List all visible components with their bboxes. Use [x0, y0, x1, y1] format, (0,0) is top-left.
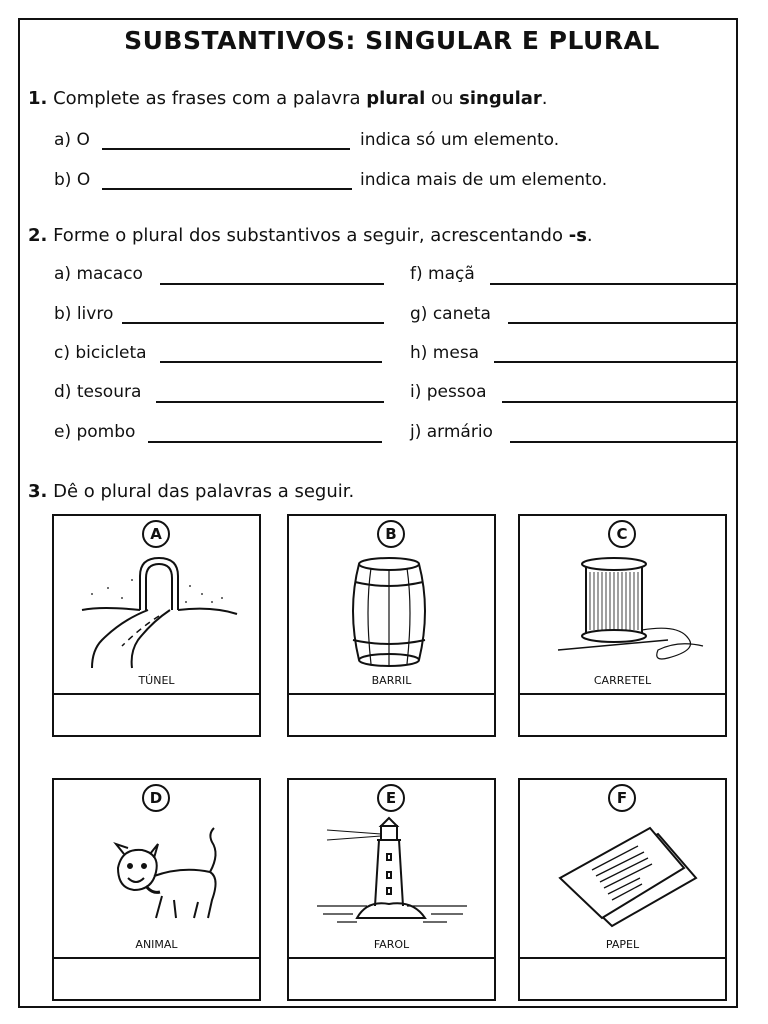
q2-answer-blank-e[interactable]: [148, 441, 382, 443]
card-answer-box[interactable]: [520, 693, 725, 735]
card-word: PAPEL: [605, 938, 640, 951]
q2-word-c: c) bicicleta: [54, 343, 147, 363]
question-number: 1.: [28, 88, 48, 109]
spool-icon: [528, 550, 717, 670]
q2-answer-blank-b[interactable]: [122, 322, 384, 324]
q2-word-f: f) maçã: [410, 264, 475, 284]
card-word: ANIMAL: [135, 938, 178, 951]
question-3: [28, 481, 354, 502]
card-letter-badge: A: [142, 520, 170, 548]
q2-answer-blank-j[interactable]: [510, 441, 736, 443]
q2-word-g: g) caneta: [410, 304, 491, 324]
card-letter-badge: B: [377, 520, 405, 548]
q2-answer-blank-c[interactable]: [160, 361, 382, 363]
question-number: 3.: [28, 481, 48, 502]
keyword-suffix-s: -s: [568, 225, 587, 246]
question-1: [28, 88, 548, 109]
dog-icon: [62, 814, 251, 934]
q2-answer-blank-f[interactable]: [490, 283, 736, 285]
q1-item-b-suffix: indica mais de um elemento.: [360, 170, 608, 190]
card-answer-box[interactable]: [520, 957, 725, 999]
tunnel-icon: [62, 550, 251, 670]
card-answer-box[interactable]: [54, 693, 259, 735]
paper-icon: [528, 814, 717, 934]
question-text: Complete as frases com a palavra: [47, 88, 367, 109]
question-2: [28, 225, 593, 246]
question-text: Forme o plural dos substantivos a seguir, acrescentando: [47, 225, 569, 246]
q2-answer-blank-d[interactable]: [156, 401, 384, 403]
q1-item-a-answer-blank[interactable]: [102, 148, 350, 150]
card-letter-badge: D: [142, 784, 170, 812]
card-word: FAROL: [373, 938, 410, 951]
q1-item-b-prefix: b) O: [54, 170, 91, 190]
q2-answer-blank-h[interactable]: [494, 361, 736, 363]
card-answer-box[interactable]: [289, 693, 494, 735]
q2-word-a: a) macaco: [54, 264, 143, 284]
q2-answer-blank-i[interactable]: [502, 401, 736, 403]
card-answer-box[interactable]: [54, 957, 259, 999]
q2-word-d: d) tesoura: [54, 382, 142, 402]
q2-word-b: b) livro: [54, 304, 114, 324]
card-word: BARRIL: [371, 674, 412, 687]
card-word: TÚNEL: [138, 674, 175, 687]
card-e: [287, 778, 496, 1001]
card-c: [518, 514, 727, 737]
q2-word-e: e) pombo: [54, 422, 136, 442]
keyword-plural: plural: [366, 88, 426, 109]
card-b: [287, 514, 496, 737]
question-number: 2.: [28, 225, 48, 246]
q2-answer-blank-g[interactable]: [508, 322, 736, 324]
q2-word-j: j) armário: [410, 422, 493, 442]
keyword-singular: singular: [459, 88, 542, 109]
q1-item-b-answer-blank[interactable]: [102, 188, 352, 190]
q1-item-a-prefix: a) O: [54, 130, 90, 150]
barrel-icon: [297, 550, 486, 670]
card-letter-badge: F: [608, 784, 636, 812]
question-text: .: [541, 88, 548, 109]
card-letter-badge: E: [377, 784, 405, 812]
page-title: SUBSTANTIVOS: SINGULAR E PLURAL: [124, 26, 660, 55]
card-word: CARRETEL: [593, 674, 652, 687]
q2-word-h: h) mesa: [410, 343, 480, 363]
lighthouse-icon: [297, 814, 486, 934]
q2-answer-blank-a[interactable]: [160, 283, 384, 285]
question-text: .: [586, 225, 593, 246]
card-letter-badge: C: [608, 520, 636, 548]
question-text: Dê o plural das palavras a seguir.: [47, 481, 355, 502]
card-f: [518, 778, 727, 1001]
q1-item-a-suffix: indica só um elemento.: [360, 130, 560, 150]
card-answer-box[interactable]: [289, 957, 494, 999]
q2-word-i: i) pessoa: [410, 382, 487, 402]
card-d: [52, 778, 261, 1001]
question-text: ou: [425, 88, 460, 109]
card-a: [52, 514, 261, 737]
